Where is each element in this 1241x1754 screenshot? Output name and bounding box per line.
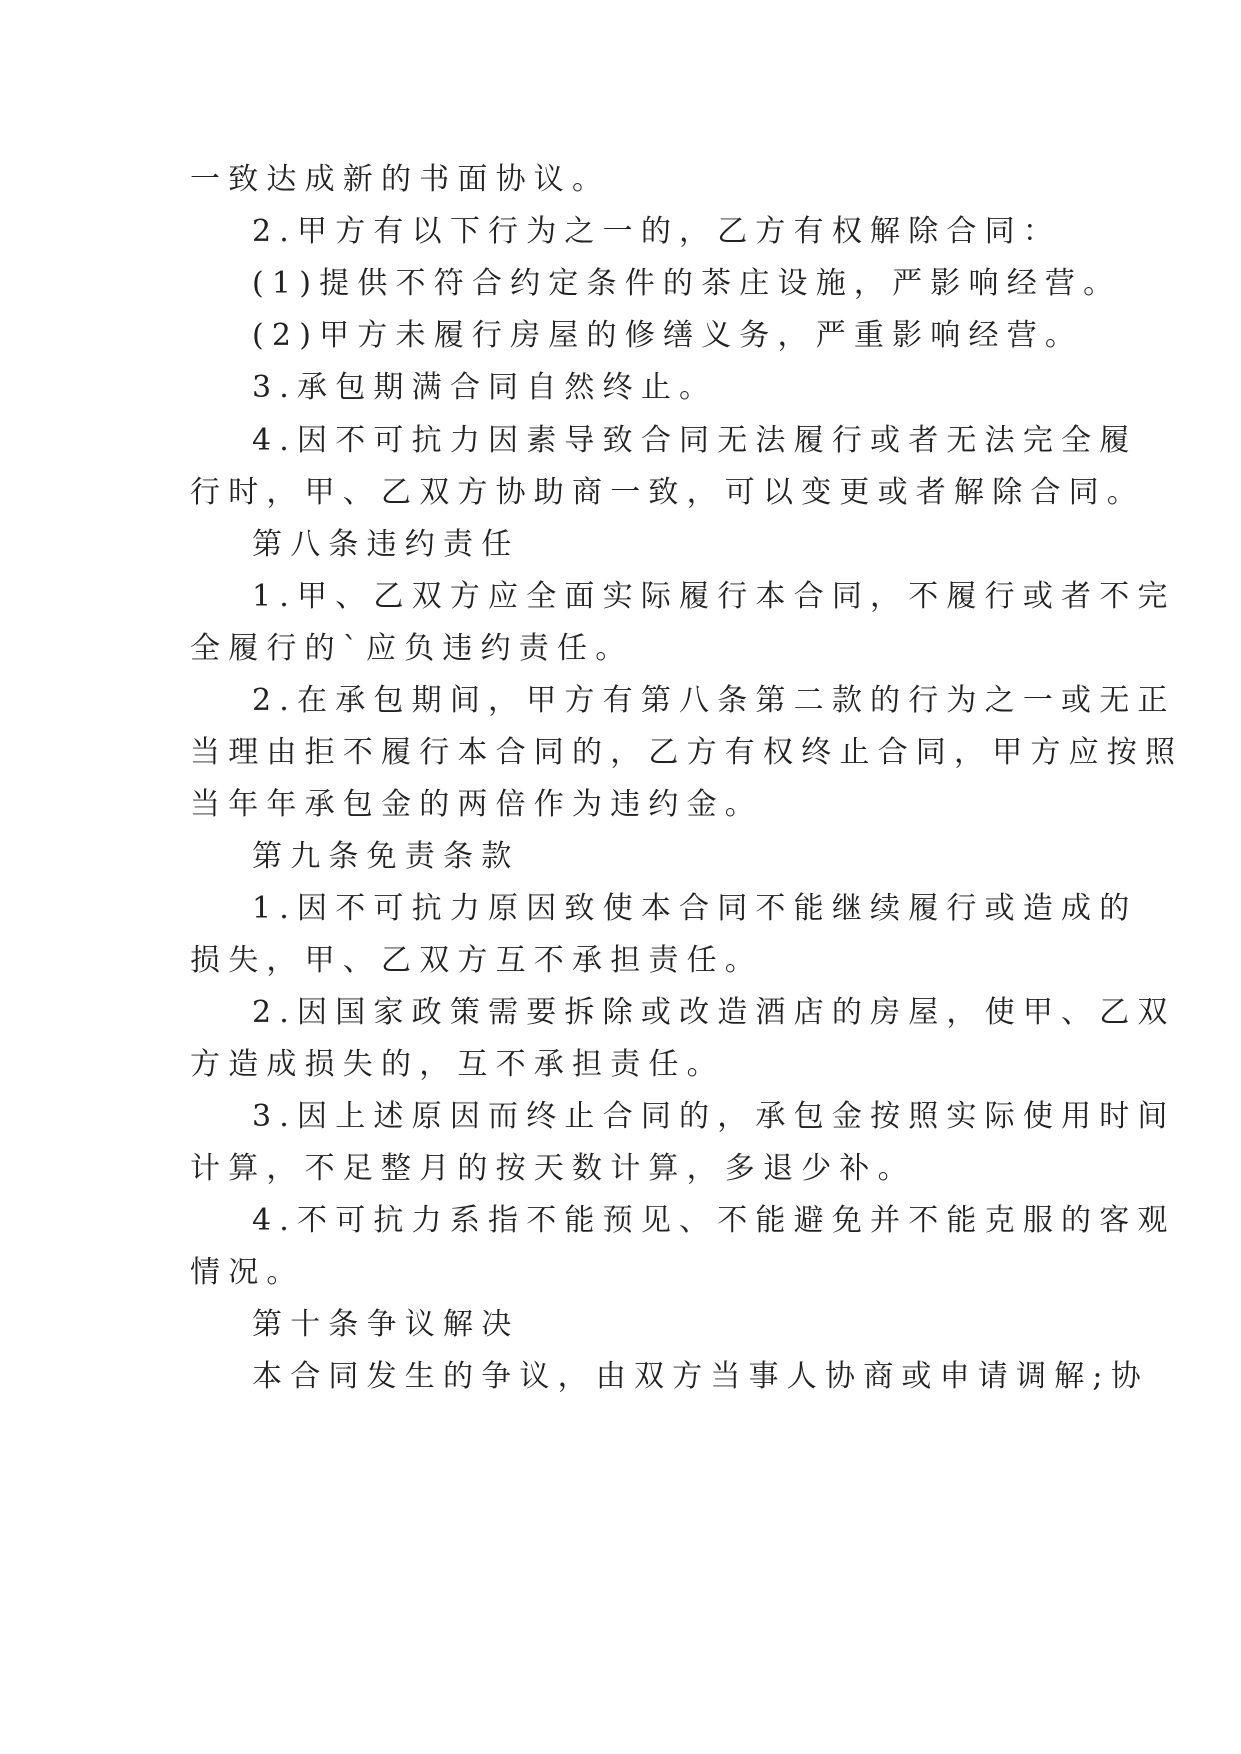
paragraph-line: 2.因国家政策需要拆除或改造酒店的房屋，使甲、乙双 [252,995,1176,1030]
section-heading: 第八条违约责任 [252,527,520,562]
paragraph-line: 1.甲、乙双方应全面实际履行本合同，不履行或者不完 [252,579,1176,614]
paragraph-line: 行时，甲、乙双方协助商一致，可以变更或者解除合同。 [190,475,1145,510]
section-heading: 第十条争议解决 [252,1307,520,1342]
paragraph-line: 方造成损失的，互不承担责任。 [190,1047,725,1082]
paragraph-line: (2)甲方未履行房屋的修缮义务，严重影响经营。 [252,318,1084,353]
paragraph-line: 2.在承包期间，甲方有第八条第二款的行为之一或无正 [252,683,1176,718]
paragraph-line: 一致达成新的书面协议。 [190,162,611,197]
paragraph-line: 计算，不足整月的按天数计算，多退少补。 [190,1151,916,1186]
paragraph-line: 3.承包期满合同自然终止。 [252,370,718,405]
paragraph-line: 当年年承包金的两倍作为违约金。 [190,787,763,822]
paragraph-line: 损失，甲、乙双方互不承担责任。 [190,943,763,978]
paragraph-line: 4.因不可抗力因素导致合同无法履行或者无法完全履 [252,423,1138,458]
paragraph-line: 全履行的`应负违约责任。 [190,631,634,666]
paragraph-line: 3.因上述原因而终止合同的，承包金按照实际使用时间 [252,1099,1176,1134]
paragraph-line: 2.甲方有以下行为之一的，乙方有权解除合同： [252,214,1062,249]
paragraph-line: 4.不可抗力系指不能预见、不能避免并不能克服的客观 [252,1203,1176,1238]
paragraph-line: (1)提供不符合约定条件的茶庄设施，严影响经营。 [252,266,1122,301]
section-heading: 第九条免责条款 [252,839,520,874]
paragraph-line: 1.因不可抗力原因致使本合同不能继续履行或造成的 [252,891,1138,926]
paragraph-line: 当理由拒不履行本合同的，乙方有权终止合同，甲方应按照 [190,735,1184,770]
paragraph-line: 本合同发生的争议，由双方当事人协商或申请调解;协 [252,1359,1149,1394]
paragraph-line: 情况。 [190,1255,305,1290]
